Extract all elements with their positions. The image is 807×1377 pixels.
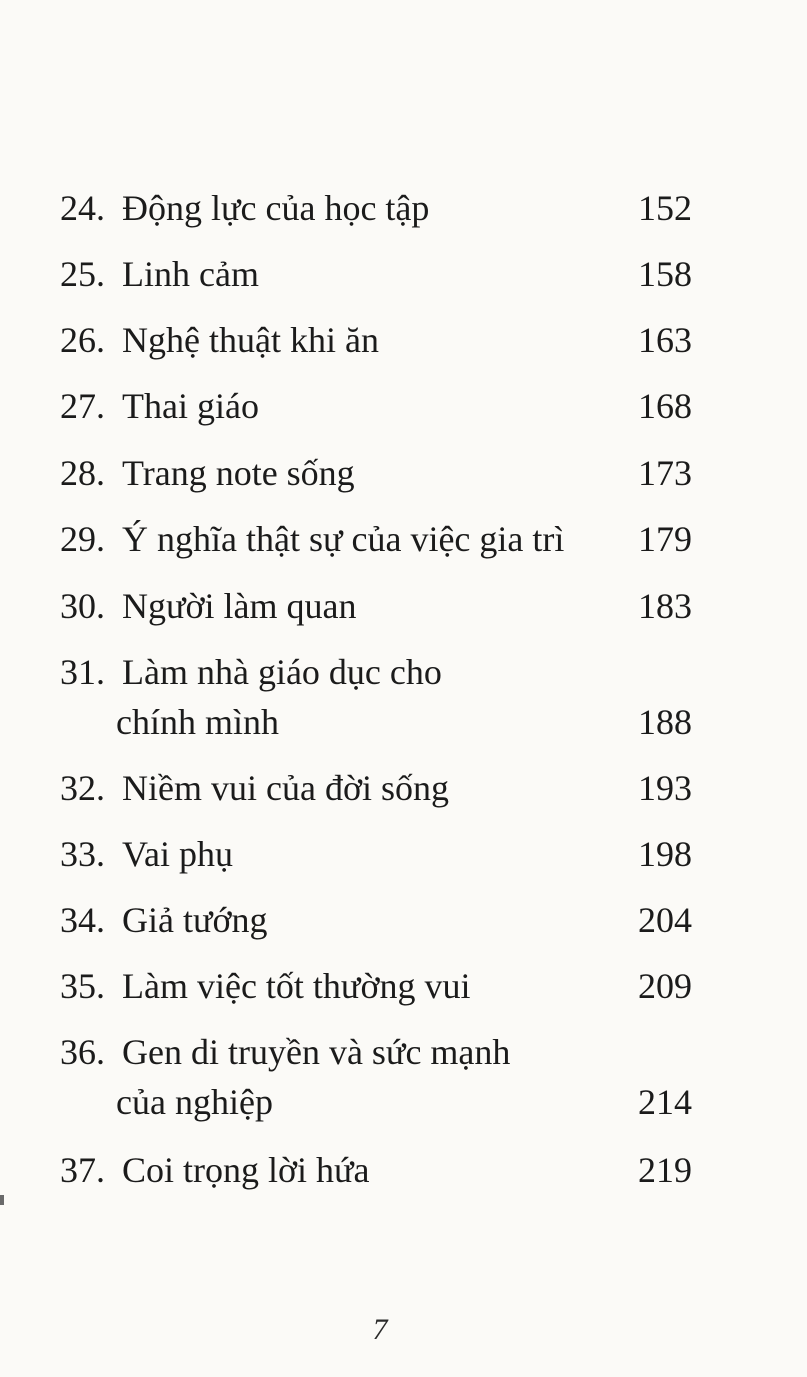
toc-entry-page: 209	[638, 966, 692, 1006]
toc-entry-page: 163	[638, 320, 692, 360]
toc-entry-number: 33.	[60, 834, 105, 874]
toc-entry-title: Gen di truyền và sức mạnh	[122, 1032, 511, 1072]
toc-entry-number: 34.	[60, 900, 105, 940]
toc-entry-number: 29.	[60, 519, 105, 559]
toc-entry-title: Thai giáo	[122, 386, 259, 426]
toc-entry-title: Ý nghĩa thật sự của việc gia trì	[122, 519, 565, 559]
toc-entry-number: 28.	[60, 453, 105, 493]
toc-entry-title-continued: của nghiệp	[116, 1082, 273, 1122]
toc-entry-title: Người làm quan	[122, 586, 357, 626]
toc-entry-number: 37.	[60, 1150, 105, 1190]
toc-entry-title: Giả tướng	[122, 900, 268, 940]
toc-entry-number: 35.	[60, 966, 105, 1006]
toc-entry-page: 173	[638, 453, 692, 493]
toc-entry-title: Niềm vui của đời sống	[122, 768, 449, 808]
toc-entry-title: Làm nhà giáo dục cho	[122, 652, 442, 692]
toc-entry-title: Linh cảm	[122, 254, 259, 294]
toc-entry-number: 24.	[60, 188, 105, 228]
toc-entry-page: 193	[638, 768, 692, 808]
toc-entry-page: 183	[638, 586, 692, 626]
toc-entry-number: 27.	[60, 386, 105, 426]
page-number: 7	[372, 1313, 388, 1346]
toc-entry-page: 179	[638, 519, 692, 559]
toc-entry-page: 214	[638, 1082, 692, 1122]
toc-entry-title: Vai phụ	[122, 834, 233, 874]
toc-entry-page: 219	[638, 1150, 692, 1190]
toc-entry-page: 152	[638, 188, 692, 228]
toc-entry-title: Coi trọng lời hứa	[122, 1150, 370, 1190]
toc-entry-number: 36.	[60, 1032, 105, 1072]
toc-entry-number: 31.	[60, 652, 105, 692]
toc-entry-number: 32.	[60, 768, 105, 808]
toc-entry-number: 26.	[60, 320, 105, 360]
toc-entry-page: 204	[638, 900, 692, 940]
toc-entry-page: 158	[638, 254, 692, 294]
toc-entry-title: Trang note sống	[122, 453, 355, 493]
toc-entry-title: Làm việc tốt thường vui	[122, 966, 471, 1006]
toc-entry-page: 198	[638, 834, 692, 874]
toc-entry-page: 168	[638, 386, 692, 426]
toc-entry-number: 30.	[60, 586, 105, 626]
page-edge-mark	[0, 1195, 4, 1205]
toc-entry-page: 188	[638, 702, 692, 742]
toc-entry-number: 25.	[60, 254, 105, 294]
toc-entry-title: Nghệ thuật khi ăn	[122, 320, 379, 360]
toc-entry-title-continued: chính mình	[116, 702, 279, 742]
toc-entry-title: Động lực của học tập	[122, 188, 430, 228]
